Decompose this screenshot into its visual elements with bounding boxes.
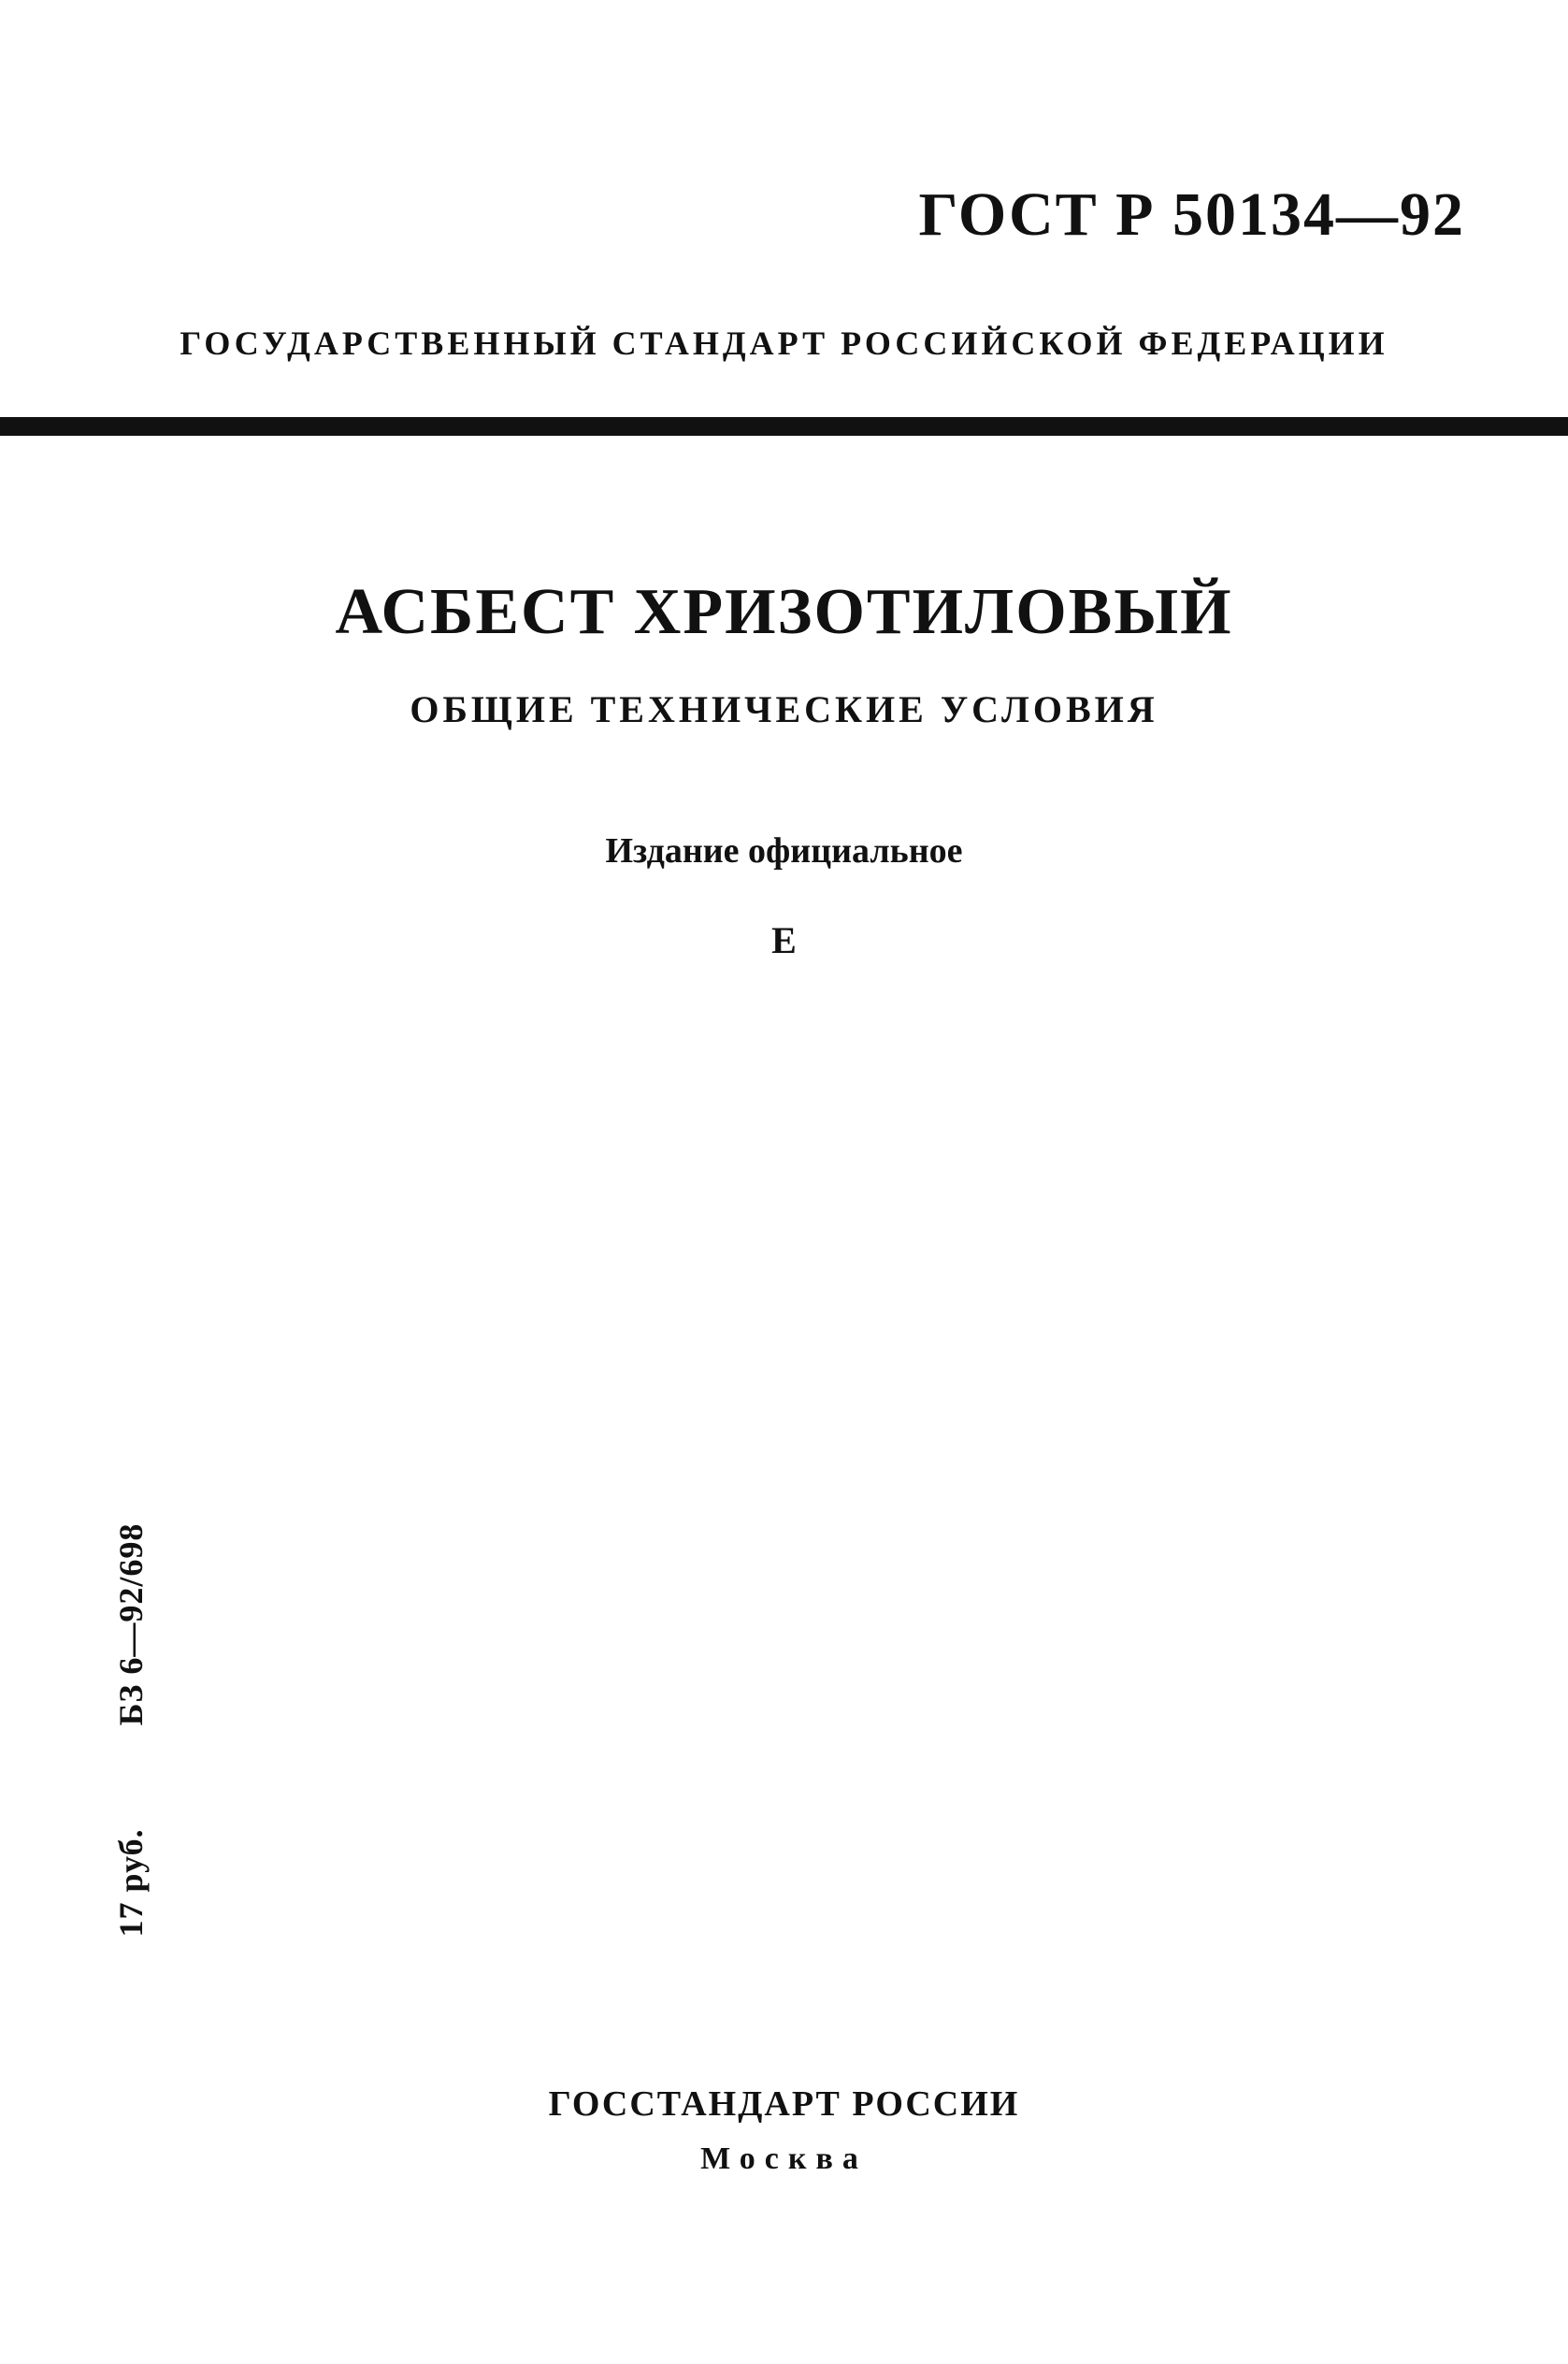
edition-mark: Е bbox=[771, 919, 797, 961]
standard-type-heading: ГОСУДАРСТВЕННЫЙ СТАНДАРТ РОССИЙСКОЙ ФЕДЕРАЦИИ bbox=[180, 324, 1388, 362]
edition-label: Издание официальное bbox=[605, 831, 963, 871]
publisher-name: ГОССТАНДАРТ РОССИИ bbox=[548, 2084, 1020, 2124]
side-imprint bbox=[111, 1523, 151, 1938]
print-code: БЗ 6—92/698 bbox=[112, 1522, 150, 1726]
document-title: АСБЕСТ ХРИЗОТИЛОВЫЙ bbox=[335, 576, 1233, 648]
header-divider bbox=[0, 417, 1568, 436]
document-subtitle: ОБЩИЕ ТЕХНИЧЕСКИЕ УСЛОВИЯ bbox=[410, 688, 1158, 730]
publisher-city: Москва bbox=[700, 2141, 868, 2176]
document-number: ГОСТ Р 50134—92 bbox=[918, 180, 1465, 249]
price-label: 17 руб. bbox=[112, 1828, 150, 1938]
